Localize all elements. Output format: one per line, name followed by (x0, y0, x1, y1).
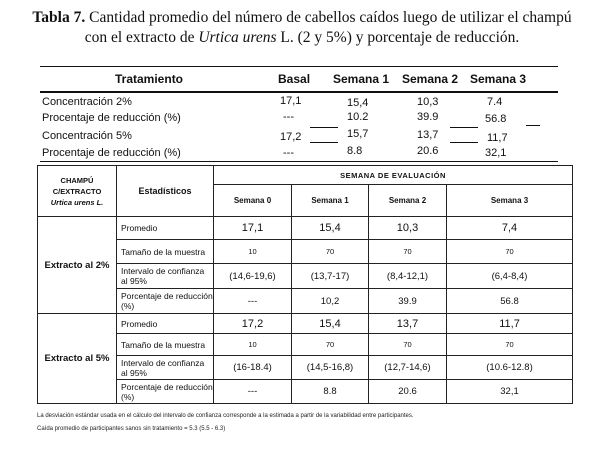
table-cell: 8.8 (292, 380, 369, 404)
caption-species: Urtica urens (198, 29, 277, 46)
table-cell: 10,3 (369, 217, 447, 240)
table-row (38, 264, 573, 289)
table-cell: 10 (214, 240, 292, 264)
table-cell: 70 (292, 334, 369, 356)
table-cell: 15,4 (292, 314, 369, 334)
table-cell: (14,6-19,6) (214, 264, 292, 289)
table-cell: --- (214, 289, 292, 314)
caption-text-1: Cantidad promedio del número de cabellos caídos luego de utilizar el champú con el extracto de (84, 9, 572, 46)
table-cell: 15,4 (292, 217, 369, 240)
table-row (38, 289, 573, 314)
stat-label: Tamaño de la muestra (117, 240, 214, 264)
table-cell: (16-18.4) (214, 356, 292, 380)
caption-text-2: L. (2 y 5%) y porcentaje de reducción. (276, 29, 520, 46)
stat-label: Porcentaje de reducción (%) (117, 289, 214, 314)
summary-row-label: Concentración 5% (42, 130, 132, 142)
stat-label: Porcentaje de reducción (%) (117, 380, 214, 404)
underline (526, 125, 540, 126)
table-cell: --- (214, 380, 292, 404)
table-cell: (14,5-16,8) (292, 356, 369, 380)
table-cell: 13,7 (369, 314, 447, 334)
table-cell: 10,2 (292, 289, 369, 314)
underline (450, 127, 478, 128)
table-caption (22, 8, 582, 48)
table-cell: 70 (369, 334, 447, 356)
table-row (38, 380, 573, 404)
footnote-1: La desviación estándar usada en el cálculo del intervalo de confianza corresponde a la estimada a partir de la variabilidad entre participantes. (37, 413, 414, 419)
summary-cell: 10.2 (347, 111, 369, 123)
header-rule (40, 91, 558, 93)
table-cell: (13,7-17) (292, 264, 369, 289)
summary-cell: 7.4 (487, 96, 503, 108)
summary-cell: 13,7 (417, 129, 439, 141)
summary-cell: 17,1 (280, 95, 302, 107)
underline (450, 142, 478, 143)
week-2-header: Semana 2 (369, 185, 447, 217)
bottom-rule (40, 161, 558, 162)
stat-label: Promedio (117, 314, 214, 334)
summary-header-week1: Semana 1 (333, 72, 390, 86)
group-label: Extracto al 5% (38, 314, 117, 404)
table-row (38, 314, 573, 334)
summary-cell: 8.8 (347, 145, 363, 157)
stat-label: Intervalo de confianza al 95% (117, 264, 214, 289)
week-1-header: Semana 1 (292, 185, 369, 217)
summary-cell: 10,3 (417, 96, 439, 108)
table-cell: 56.8 (447, 289, 573, 314)
table-cell: (12,7-14,6) (369, 356, 447, 380)
summary-header-basal: Basal (278, 72, 311, 86)
summary-row-label: Concentración 2% (42, 96, 132, 108)
stat-label: Promedio (117, 217, 214, 240)
table-cell: (10.6-12.8) (447, 356, 573, 380)
corner-header (38, 166, 117, 217)
summary-header-week2: Semana 2 (402, 72, 459, 86)
table-cell: 70 (447, 334, 573, 356)
summary-row-label: Procentaje de reducción (%) (42, 112, 181, 124)
table-cell: 20.6 (369, 380, 447, 404)
corner-line-1: CHAMPÚ (60, 175, 94, 185)
detail-table (37, 165, 573, 404)
corner-line-2: C/EXTRACTO (52, 186, 102, 196)
table-cell: 32,1 (447, 380, 573, 404)
table-cell: (8,4-12,1) (369, 264, 447, 289)
summary-cell: 20.6 (417, 145, 439, 157)
summary-cell: 11,7 (487, 132, 508, 144)
summary-cell: 56.8 (485, 113, 507, 125)
table-cell: 11,7 (447, 314, 573, 334)
table-cell: (6,4-8,4) (447, 264, 573, 289)
summary-cell: --- (283, 111, 294, 123)
underline (310, 127, 338, 128)
table-cell: 10 (214, 334, 292, 356)
underline (310, 142, 338, 143)
week-3-header: Semana 3 (447, 185, 573, 217)
stats-header: Estadísticos (117, 166, 214, 217)
summary-header-week3: Semana 3 (470, 72, 527, 86)
stat-label: Intervalo de confianza al 95% (117, 356, 214, 380)
top-rule (40, 66, 558, 67)
table-row (38, 217, 573, 240)
summary-cell: 39.9 (417, 111, 439, 123)
summary-cell: 15,7 (347, 128, 369, 140)
summary-cell: 32,1 (485, 147, 507, 159)
summary-cell: 15,4 (347, 97, 369, 109)
table-cell: 70 (447, 240, 573, 264)
week-0-header: Semana 0 (214, 185, 292, 217)
summary-cell: 17,2 (280, 131, 302, 143)
footnote-2: Caída promedio de participantes sanos sin tratamiento = 5.3 (5.5 - 6.3) (37, 426, 226, 432)
summary-header-treatment: Tratamiento (115, 72, 184, 86)
summary-row-label: Procentaje de reducción (%) (42, 147, 181, 159)
table-cell: 39.9 (369, 289, 447, 314)
stat-label: Tamaño de la muestra (117, 334, 214, 356)
group-label: Extracto al 2% (38, 217, 117, 314)
week-header: SEMANA DE EVALUACIÓN (214, 166, 573, 185)
table-row (38, 356, 573, 380)
table-row (38, 240, 573, 264)
table-cell: 7,4 (447, 217, 573, 240)
caption-label: Tabla 7. (32, 9, 86, 26)
table-cell: 17,2 (214, 314, 292, 334)
table-cell: 70 (292, 240, 369, 264)
table-cell: 17,1 (214, 217, 292, 240)
corner-line-3: Urtica urens L. (50, 197, 104, 207)
table-row (38, 334, 573, 356)
table-cell: 70 (369, 240, 447, 264)
summary-cell: --- (283, 147, 294, 159)
